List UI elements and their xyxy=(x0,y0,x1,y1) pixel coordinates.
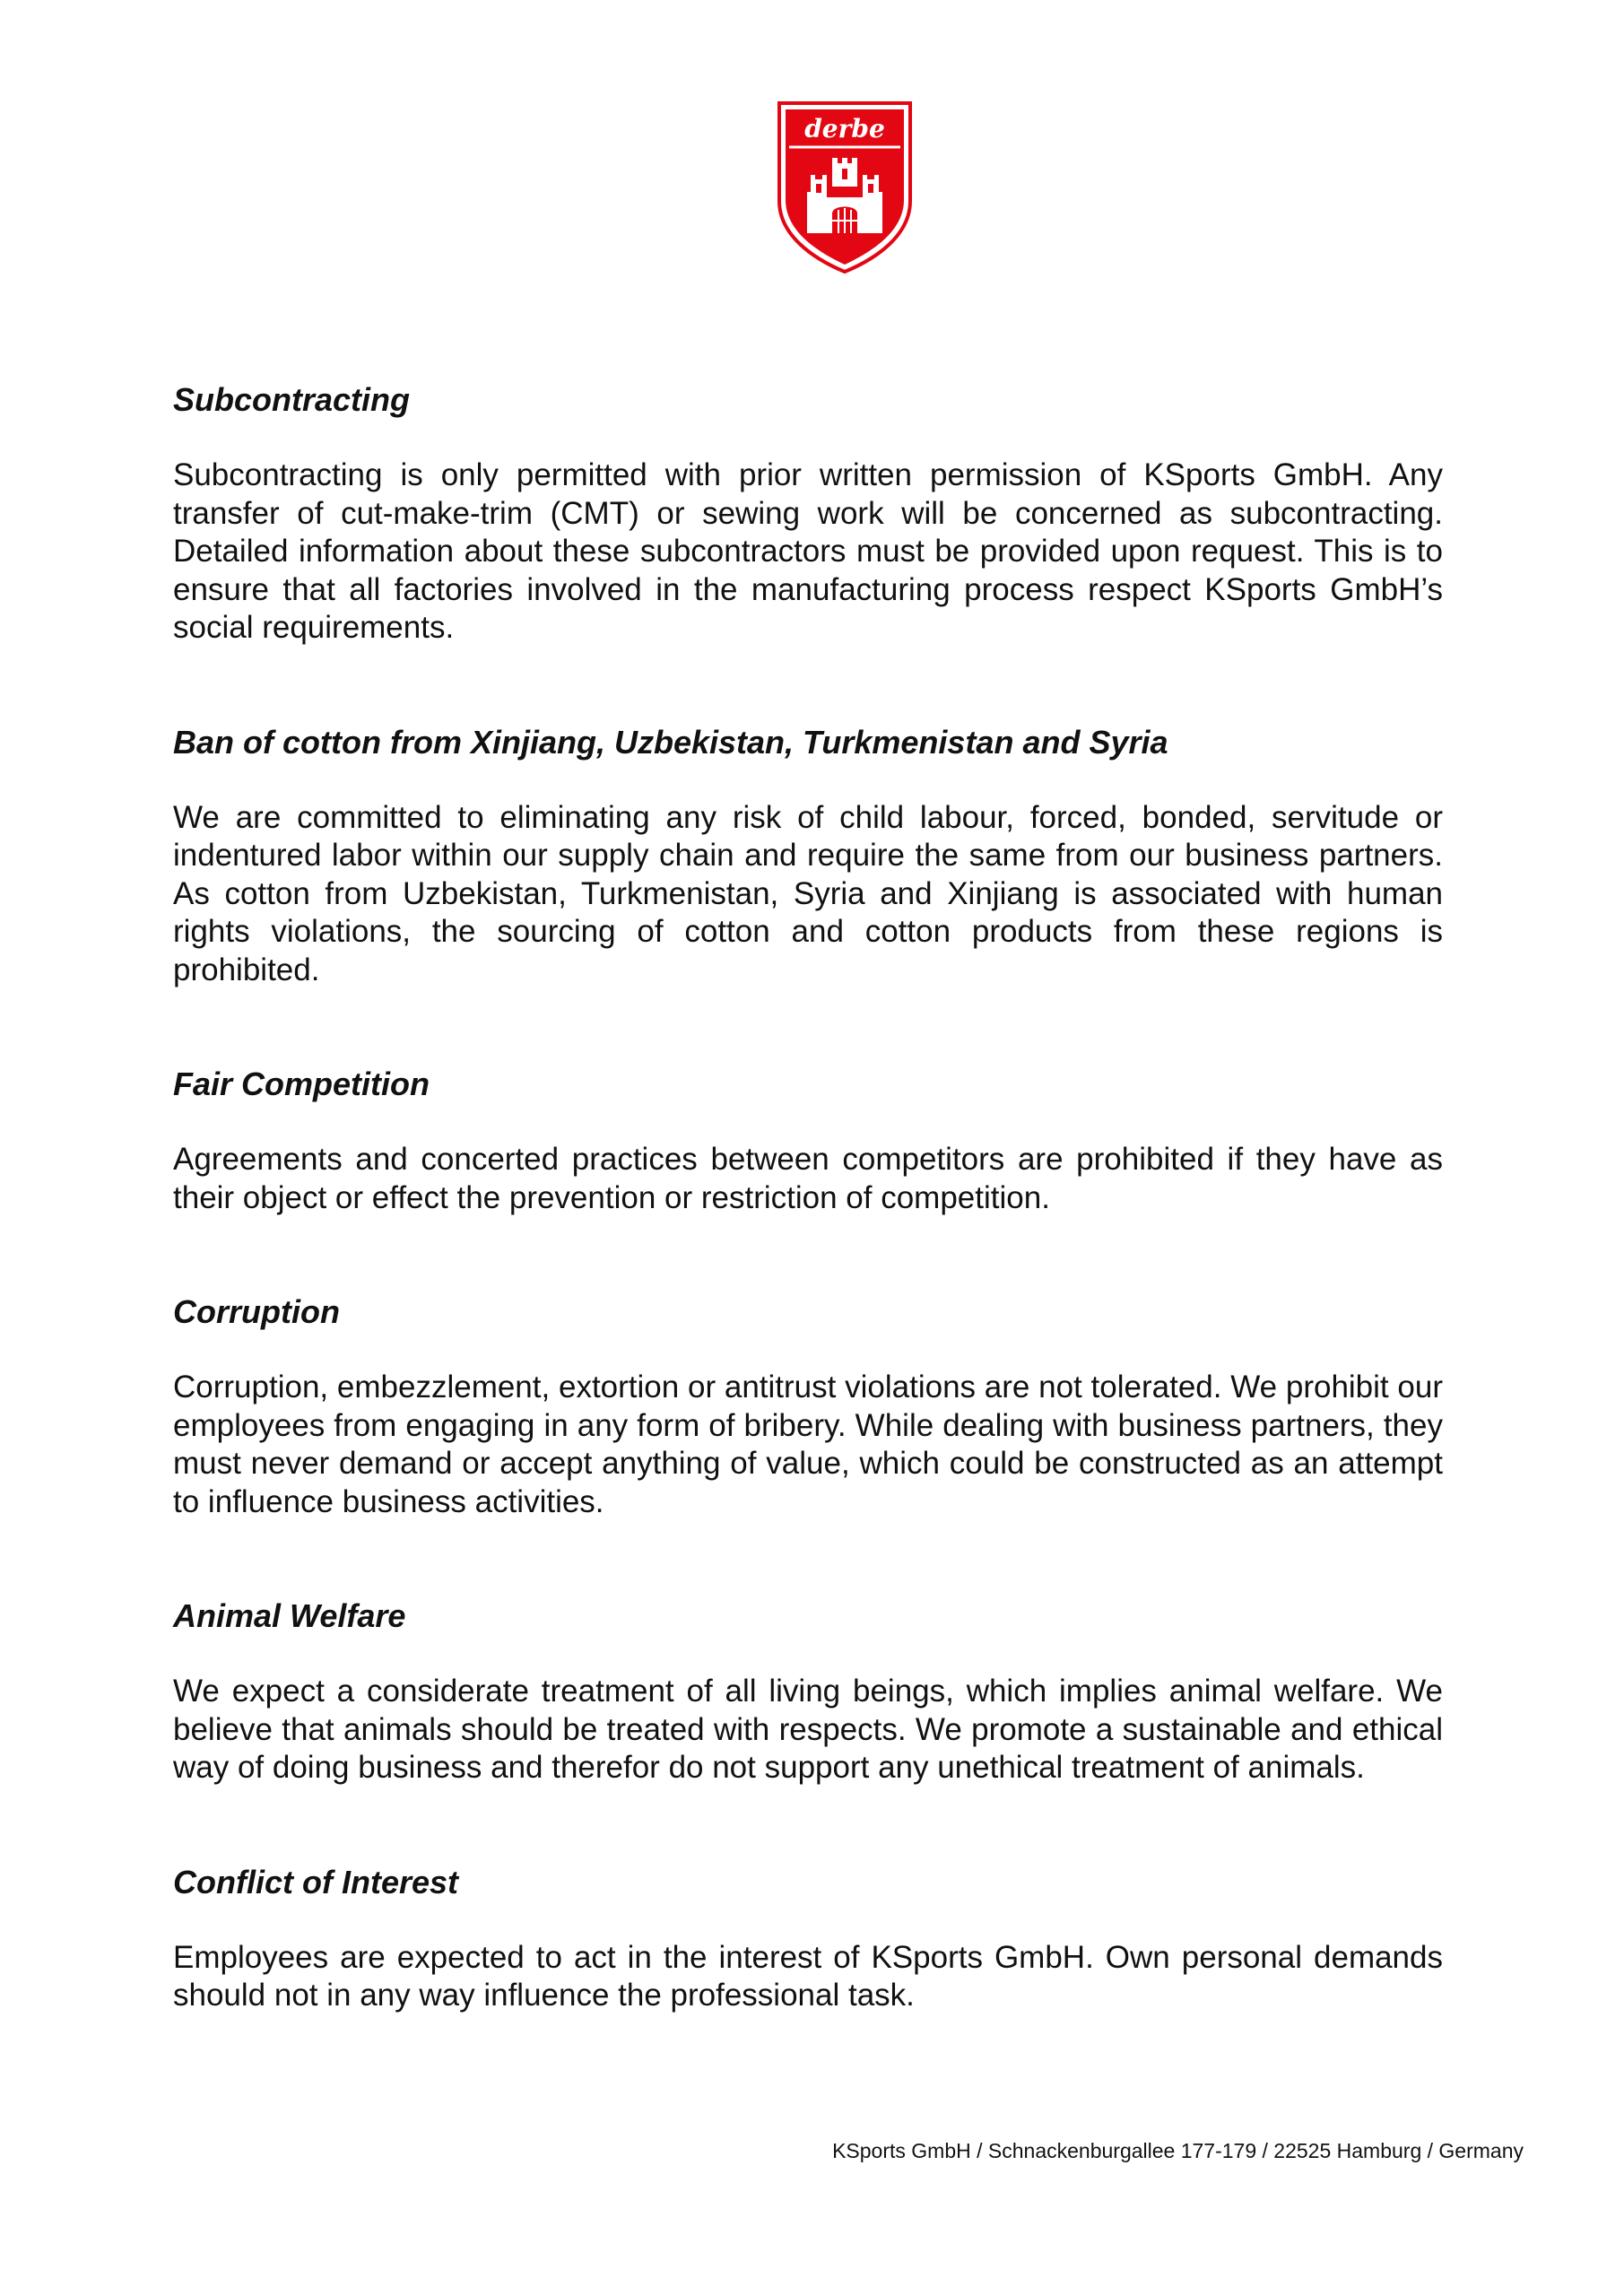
section-subcontracting xyxy=(173,381,1443,648)
section-paragraph: Subcontracting is only permitted with prior written permission of KSports GmbH. Any transfer of cut-make-trim (CMT) or sewing work will be concerned as subcontracting. Detailed information about these subcontractors must be provided upon request. This is to ensure that all factories involved in the manufacturing process respect KSports GmbH’s social requirements. xyxy=(173,457,1443,645)
section-paragraph: Agreements and concerted practices between competitors are prohibited if they have as their object or effect the prevention or restriction of competition. xyxy=(173,1142,1443,1215)
section-conflict-of-interest xyxy=(173,1864,1443,2015)
section-paragraph: Corruption, embezzlement, extortion or antitrust violations are not tolerated. We prohibit our employees from engaging in any form of bribery. While dealing with business partners, they must never demand or accept anything of value, which could be constructed as an attempt to influence business activities. xyxy=(173,1370,1443,1519)
section-paragraph: Employees are expected to act in the interest of KSports GmbH. Own personal demands should not in any way influence the professional task. xyxy=(173,1939,1443,2013)
section-heading: Animal Welfare xyxy=(173,1597,406,1634)
section-heading: Corruption xyxy=(173,1293,340,1330)
section-heading: Conflict of Interest xyxy=(173,1863,459,1900)
section-paragraph: We expect a considerate treatment of all living beings, which implies animal welfare. We believe that animals should be treated with respects. We promote a sustainable and ethical way of doing business and therefor do not support any unethical treatment of animals. xyxy=(173,1674,1443,1785)
document-body xyxy=(173,381,1443,2092)
section-fair-competition xyxy=(173,1065,1443,1217)
section-corruption xyxy=(173,1293,1443,1521)
section-heading: Fair Competition xyxy=(173,1065,430,1102)
castle-shield-icon xyxy=(777,100,913,274)
section-heading: Ban of cotton from Xinjiang, Uzbekistan, Turkmenistan and Syria xyxy=(173,723,1168,761)
section-animal-welfare xyxy=(173,1597,1443,1787)
section-heading: Subcontracting xyxy=(173,381,411,418)
section-cotton-ban xyxy=(173,724,1443,990)
section-paragraph: We are committed to eliminating any risk of child labour, forced, bonded, servitude or indentured labor within our supply chain and require the same from our business partners. As cotton from Uzbekistan, Turkmenistan, Syria and Xinjiang is associated with human rights violations, the sourcing of cotton and cotton products from these regions is prohibited. xyxy=(173,799,1443,987)
logo-text: derbe xyxy=(804,114,885,144)
footer-address: KSports GmbH / Schnackenburgallee 177-179 / 22525 Hamburg / Germany xyxy=(832,2139,1524,2162)
derbe-logo xyxy=(777,100,913,274)
